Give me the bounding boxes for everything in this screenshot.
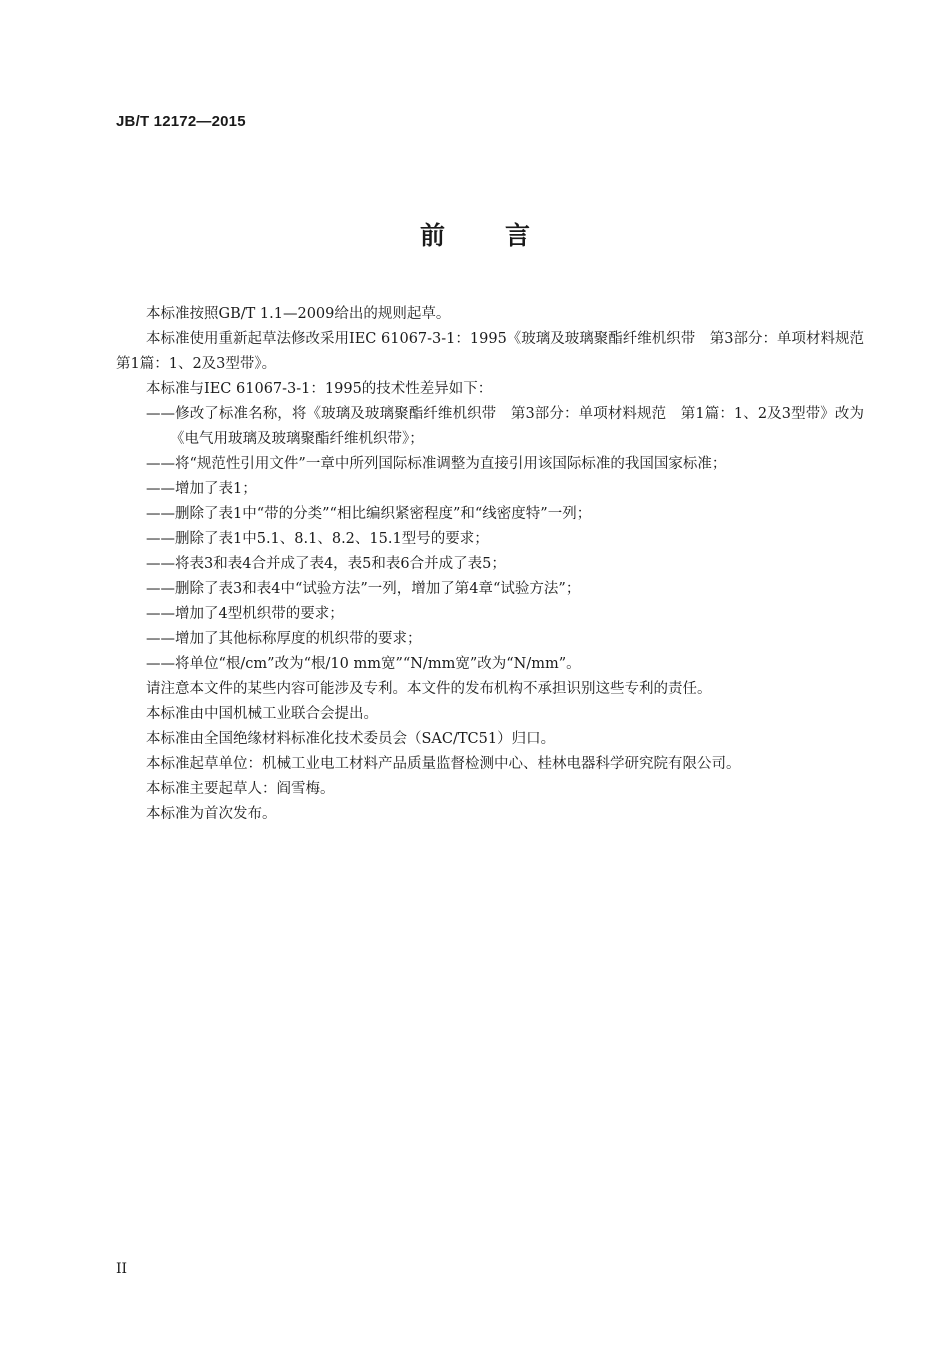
preface-body <box>116 302 879 827</box>
paragraph-differences-intro: 本标准与IEC 61067-3-1：1995的技术性差异如下： <box>146 381 493 397</box>
paragraph-drafting-rules: 本标准按照GB/T 1.1—2009给出的规则起草。 <box>146 306 451 322</box>
paragraph-adoption-method: 本标准使用重新起草法修改采用IEC 61067-3-1：1995《玻璃及玻璃聚酯纤维机织带 第3部分：单项材料规范 第1篇：1、2及3型带》。 <box>116 331 879 372</box>
paragraph-proposer: 本标准由中国机械工业联合会提出。 <box>146 706 378 722</box>
paragraph-first-release: 本标准为首次发布。 <box>146 806 277 822</box>
paragraph-drafters: 本标准主要起草人：阎雪梅。 <box>146 781 335 797</box>
difference-item: ——将单位“根/cm”改为“根/10 mm宽”“N/mm宽”改为“N/mm”。 <box>146 656 581 672</box>
difference-item: ——增加了其他标称厚度的机织带的要求； <box>146 631 422 647</box>
title-char-2: 言 <box>505 221 531 250</box>
difference-item: ——删除了表3和表4中“试验方法”一列，增加了第4章“试验方法”； <box>146 581 581 597</box>
difference-item: ——增加了表1； <box>146 481 257 497</box>
paragraph-patent-notice: 请注意本文件的某些内容可能涉及专利。本文件的发布机构不承担识别这些专利的责任。 <box>146 681 712 697</box>
difference-item: ——将“规范性引用文件”一章中所列国际标准调整为直接引用该国际标准的我国国家标准； <box>146 456 727 472</box>
difference-item: ——修改了标准名称，将《玻璃及玻璃聚酯纤维机织带 第3部分：单项材料规范 第1篇：1、2及3型带》改为《电气用玻璃及玻璃聚酯纤维机织带》； <box>146 406 864 447</box>
difference-item: ——删除了表1中“带的分类”“相比编织紧密程度”和“线密度特”一列； <box>146 506 592 522</box>
paragraph-committee: 本标准由全国绝缘材料标准化技术委员会（SAC/TC51）归口。 <box>146 731 556 747</box>
title-char-1: 前 <box>419 221 445 250</box>
standard-code: JB/T 12172—2015 <box>116 113 246 130</box>
difference-item: ——增加了4型机织带的要求； <box>146 606 344 622</box>
paragraph-drafting-units: 本标准起草单位：机械工业电工材料产品质量监督检测中心、桂林电器科学研究院有限公司。 <box>146 756 741 772</box>
difference-item: ——删除了表1中5.1、8.1、8.2、15.1型号的要求； <box>146 531 489 547</box>
page-number: II <box>116 1261 128 1277</box>
difference-item: ——将表3和表4合并成了表4，表5和表6合并成了表5； <box>146 556 506 572</box>
page-title <box>0 216 950 252</box>
